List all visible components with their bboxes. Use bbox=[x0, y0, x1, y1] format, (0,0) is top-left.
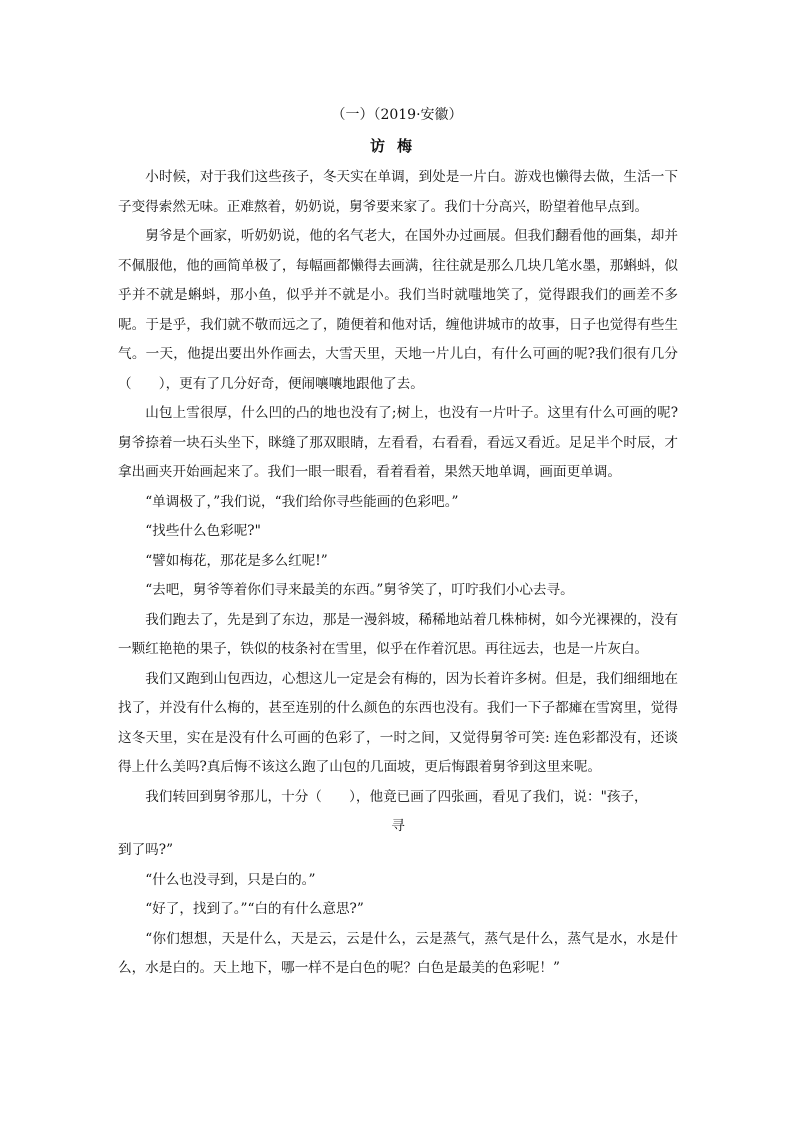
article-body bbox=[118, 163, 678, 842]
section-label: （一）（2019·安徽） bbox=[331, 107, 463, 123]
paragraph: 我们跑去了，先是到了东边，那是一漫斜坡，稀稀地站着几株柿树，如今光裸裸的，没有一颗红艳艳的果子，铁似的枝条衬在雪里，似乎在作着沉思。再往远去，也是一片灰白。 bbox=[118, 611, 678, 657]
dialogue-line: “去吧，舅爷等着你们寻来最美的东西。”舅爷笑了，叮咛我们小心去寻。 bbox=[145, 582, 574, 598]
paragraph: 山包上雪很厚，什么凹的凸的地也没有了;树上，也没有一片叶子。这里有什么可画的呢?舅爷捺着一块石头坐下，眯缝了那双眼睛，左看看，右看看，看远又看近。足足半个时辰，才拿出画夹开始画起来了。我们一眼一眼看，看着看着，果然天地单调，画面更单调。 bbox=[118, 405, 678, 480]
dialogue-line: “你们想想，天是什么，天是云，云是什么，云是蒸气，蒸气是什么，蒸气是水，水是什么，水是白的。天上地下，哪一样不是白色的呢？白色是最美的色彩呢！” bbox=[118, 930, 678, 976]
dialogue-line: 到了吗?” bbox=[118, 842, 174, 858]
dialogue-line: “单调极了，”我们说，“我们给你寻些能画的色彩吧。” bbox=[145, 493, 459, 510]
dialogue-line: “找些什么色彩呢?" bbox=[145, 523, 261, 539]
paragraph: 舅爷是个画家，听奶奶说，他的名气老大，在国外办过画展。但我们翻看他的画集，却并不佩服他，他的画简单极了，每幅画都懒得去画满，往往就是那么几块几笔水墨，那蝌蚪，似乎并不就是蝌蚪，那小鱼，似乎并不就是小。我们当时就嗤地笑了，觉得跟我们的画差不多呢。于是乎，我们就不敬而远之了，随便着和他对话，缠他讲城市的故事，日子也觉得有些生气。一天，他提出要出外作画去，大雪天里，天地一片儿白，有什么可画的呢?我们很有几分（ ），更有了几分好奇，便闹嚷嚷地跟他了去。 bbox=[118, 228, 678, 392]
article-title: 访梅 bbox=[369, 137, 424, 155]
dialogue-line: “什么也没寻到，只是白的。” bbox=[145, 871, 316, 888]
article-body-continued bbox=[118, 836, 678, 984]
dialogue-line: “譬如梅花，那花是多么红呢!” bbox=[145, 552, 328, 569]
paragraph: 小时候，对于我们这些孩子，冬天实在单调，到处是一片白。游戏也懒得去做，生活一下子变得索然无味。正难熬着，奶奶说，舅爷要来家了。我们十分高兴，盼望着他早点到。 bbox=[118, 169, 678, 215]
dialogue-line: “好了，找到了。”“白的有什么意思?” bbox=[145, 901, 364, 917]
paragraph: 我们转回到舅爷那儿，十分（ ），他竟已画了四张画，看见了我们，说："孩子， bbox=[145, 788, 648, 805]
paragraph: 我们又跑到山包西边，心想这儿一定是会有梅的，因为长着许多树。但是，我们细细地在找了，并没有什么梅的，甚至连别的什么颜色的东西也没有。我们一下子都瘫在雪窝里，觉得这冬天里，实在是没有什么可画的色彩了，一时之间，又觉得舅爷可笑: 连色彩都没有，还谈得上什么美吗?真后悔不该这么跑了山包的几面坡，更后悔跟着舅爷到这里来呢。 bbox=[118, 670, 678, 775]
broken-line-fragment: 寻 bbox=[391, 818, 405, 834]
